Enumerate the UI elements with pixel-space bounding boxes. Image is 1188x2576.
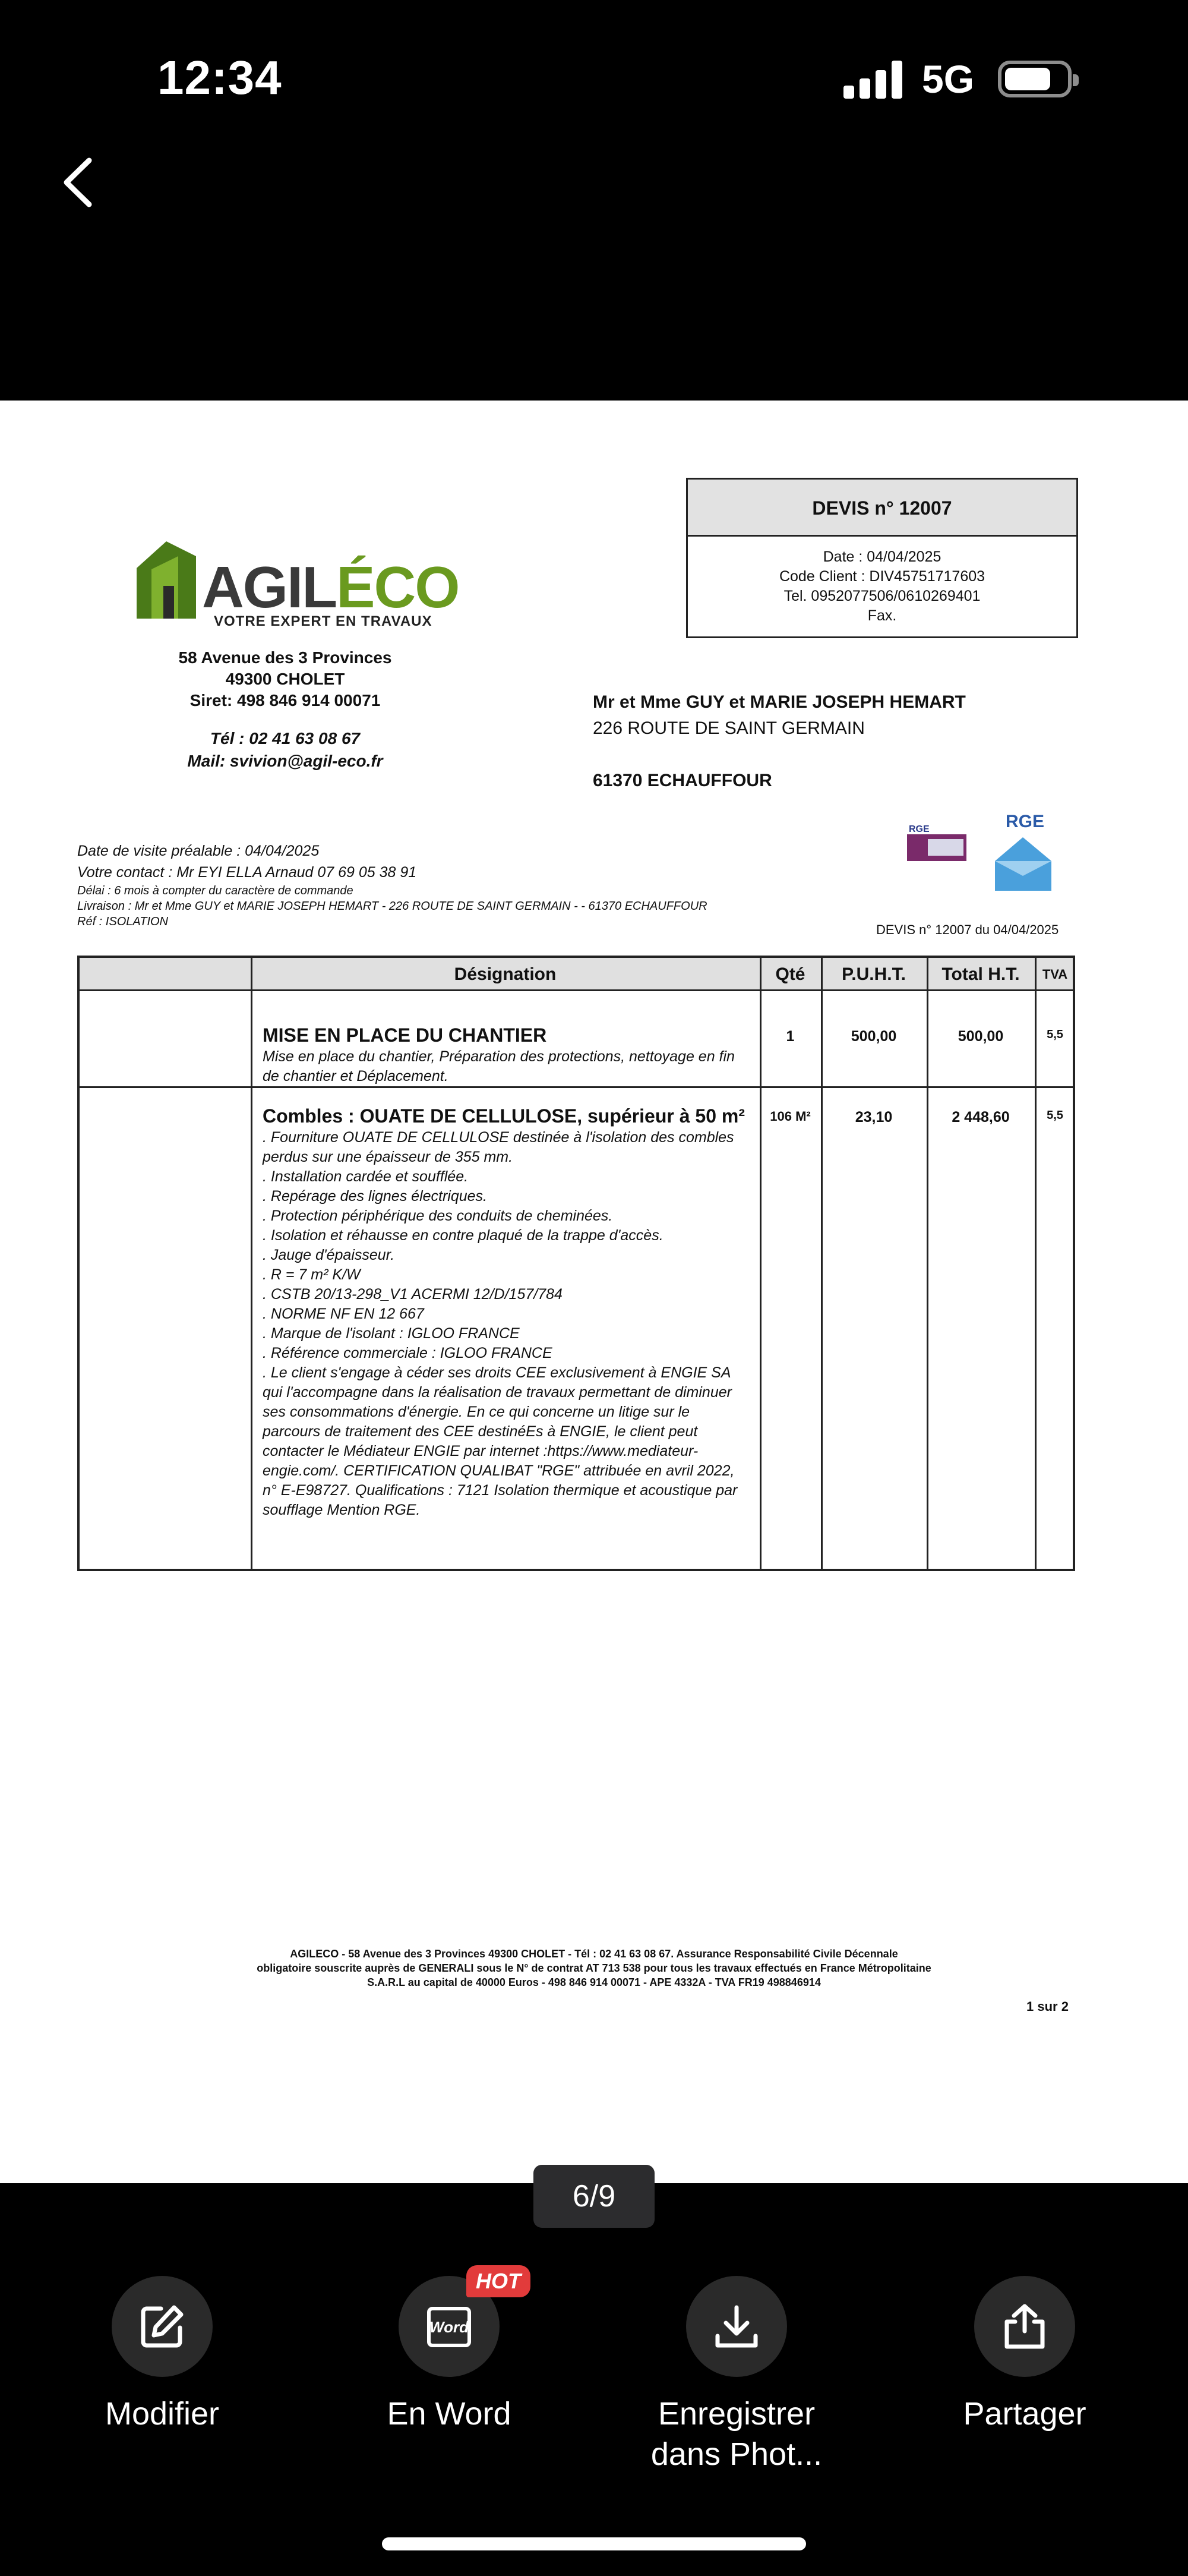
ref-line: Réf : ISOLATION [77, 915, 168, 928]
word-icon [425, 2303, 473, 2350]
company-address [148, 647, 422, 711]
header-vat: TVA [1042, 967, 1068, 982]
document-footer [119, 1947, 1069, 1989]
signal-icon [843, 61, 903, 99]
devis-fax: Fax. [867, 607, 897, 624]
client-street: 226 ROUTE DE SAINT GERMAIN [593, 718, 865, 738]
company-contact [148, 727, 422, 773]
rge-label-2: RGE [1006, 812, 1045, 831]
devis-date: Date : 04/04/2025 [823, 548, 941, 565]
row1-vat: 5,5 [1047, 1028, 1063, 1041]
chevron-left-icon [52, 149, 106, 214]
row2-total: 2 448,60 [952, 1109, 1010, 1125]
logo-brand-main: AGIL [202, 554, 337, 620]
table-row [263, 1104, 750, 1520]
company-address-line1: 58 Avenue des 3 Provinces [178, 648, 392, 667]
logo-tagline: VOTRE EXPERT EN TRAVAUX [214, 613, 432, 629]
client-city: 61370 ECHAUFFOUR [593, 771, 772, 790]
home-indicator[interactable] [382, 2537, 806, 2550]
row2-desc-line: . Jauge d'épaisseur. [263, 1247, 395, 1263]
row2-desc-line: . Marque de l'isolant : IGLOO FRANCE [263, 1325, 520, 1342]
document-page[interactable] [0, 401, 1188, 2183]
row2-vat: 5,5 [1047, 1109, 1063, 1122]
logo-house-icon [131, 532, 202, 622]
row2-title: Combles : OUATE DE CELLULOSE, supérieur à 50 m² [263, 1105, 745, 1127]
row2-desc-line: . CSTB 20/13-298_V1 ACERMI 12/D/157/784 [263, 1286, 563, 1303]
client-address [593, 689, 966, 794]
header-unit-price: P.U.H.T. [842, 964, 906, 984]
company-mail: Mail: svivion@agil-eco.fr [187, 752, 383, 770]
row2-desc-line: . R = 7 m² K/W [263, 1266, 361, 1283]
row1-unit-price: 500,00 [851, 1028, 897, 1045]
en-word-button[interactable] [342, 2269, 556, 2434]
footer-line2: obligatoire souscrite auprès de GENERALI sous le N° de contrat AT 713 538 pour tous les travaux effectués en France Métropolitaine [257, 1962, 931, 1974]
word-icon-text: Word [429, 2318, 469, 2336]
header-qty: Qté [775, 964, 805, 984]
row2-unit-price: 23,10 [855, 1109, 893, 1125]
row2-desc-line: . Protection périphérique des conduits de cheminées. [263, 1207, 613, 1224]
rge-logo-2 [989, 811, 1057, 894]
company-siret: Siret: 498 846 914 00071 [189, 691, 381, 710]
row2-desc-line: . Le client s'engage à céder ses droits CEE exclusivement à ENGIE SA qui l'accompagne dans la réalisation de travaux permettant de diminuer ses consommations d'énergie. En ce qui concerne un litige sur le parcours de traitement des CEE destinéEs à ENGIE, le client peut contacter le Médiateur ENGIE par internet :https://www.mediateur-engie.com/. CERTIFICATION QUALIBAT "RGE" attribuée en avril 2022, n° E-E98727. Qualifications : 7121 Isolation thermique et acoustique par soufflage Mention RGE. [263, 1364, 738, 1518]
row1-title: MISE EN PLACE DU CHANTIER [263, 1024, 547, 1046]
document-page-number: 1 sur 2 [1026, 1999, 1069, 2014]
row2-desc-line: . Isolation et réhausse en contre plaqué de la trappe d'accès. [263, 1227, 663, 1244]
header-total: Total H.T. [941, 964, 1020, 984]
contact-line: Votre contact : Mr EYI ELLA Arnaud 07 69 05 38 91 [77, 864, 417, 881]
network-label: 5G [922, 57, 975, 101]
save-to-photos-button[interactable] [630, 2276, 843, 2474]
header-designation: Désignation [454, 964, 557, 984]
hot-badge: HOT [466, 2265, 530, 2297]
modifier-button[interactable] [55, 2276, 269, 2434]
table-row [263, 1023, 750, 1086]
share-label: Partager [963, 2396, 1086, 2432]
en-word-label: En Word [387, 2396, 511, 2432]
edit-icon [138, 2303, 186, 2350]
row1-total: 500,00 [958, 1028, 1004, 1045]
quote-table [77, 956, 1075, 1571]
company-address-line2: 49300 CHOLET [225, 670, 345, 688]
delay-line: Délai : 6 mois à compter du caractère de commande [77, 884, 353, 897]
row2-desc-line: . Référence commerciale : IGLOO FRANCE [263, 1345, 552, 1361]
back-button[interactable] [52, 149, 106, 214]
devis-ref: DEVIS n° 12007 du 04/04/2025 [876, 922, 1059, 937]
devis-title: DEVIS n° 12007 [688, 480, 1076, 537]
row2-desc-line: . Repérage des lignes électriques. [263, 1188, 488, 1205]
footer-line1: AGILECO - 58 Avenue des 3 Provinces 49300 CHOLET - Tél : 02 41 63 08 67. Assurance Responsabilité Civile Décennale [290, 1948, 898, 1960]
status-time: 12:34 [157, 51, 282, 104]
devis-tel: Tel. 0952077506/0610269401 [783, 588, 981, 604]
row2-desc-line: . Installation cardée et soufflée. [263, 1168, 469, 1185]
delivery-line: Livraison : Mr et Mme GUY et MARIE JOSEPH HEMART - 226 ROUTE DE SAINT GERMAIN - - 61370 ECHAUFFOUR [77, 900, 707, 913]
logo-brand-accent: ÉCO [336, 554, 459, 620]
row2-desc-line: . NORME NF EN 12 667 [263, 1306, 424, 1322]
row1-qty: 1 [786, 1028, 795, 1045]
quote-meta [77, 840, 968, 929]
share-button[interactable] [918, 2276, 1132, 2434]
status-bar [0, 0, 1188, 137]
row1-desc: Mise en place du chantier, Préparation des protections, nettoyage en fin de chantier et Déplacement. [263, 1048, 735, 1084]
save-to-photos-label: Enregistrer dans Phot... [650, 2396, 823, 2472]
company-phone: Tél : 02 41 63 08 67 [210, 729, 361, 748]
modifier-label: Modifier [105, 2396, 220, 2432]
download-icon [713, 2303, 760, 2350]
page-indicator: 6/9 [533, 2165, 655, 2228]
agileco-logo [131, 532, 459, 633]
devis-box [686, 478, 1078, 638]
devis-client-code: Code Client : DIV45751717603 [779, 568, 985, 585]
client-name: Mr et Mme GUY et MARIE JOSEPH HEMART [593, 692, 966, 712]
footer-line3: S.A.R.L au capital de 40000 Euros - 498 846 914 00071 - APE 4332A - TVA FR19 498846914 [367, 1976, 821, 1988]
visit-date: Date de visite préalable : 04/04/2025 [77, 843, 320, 859]
rge-label-1: RGE [909, 824, 930, 834]
row2-desc-line: . Fourniture OUATE DE CELLULOSE destinée à l'isolation des combles perdus sur une épaisseur de 355 mm. [263, 1129, 734, 1165]
row2-qty: 106 M² [770, 1109, 811, 1124]
share-icon [1001, 2303, 1048, 2350]
battery-icon [998, 61, 1072, 97]
